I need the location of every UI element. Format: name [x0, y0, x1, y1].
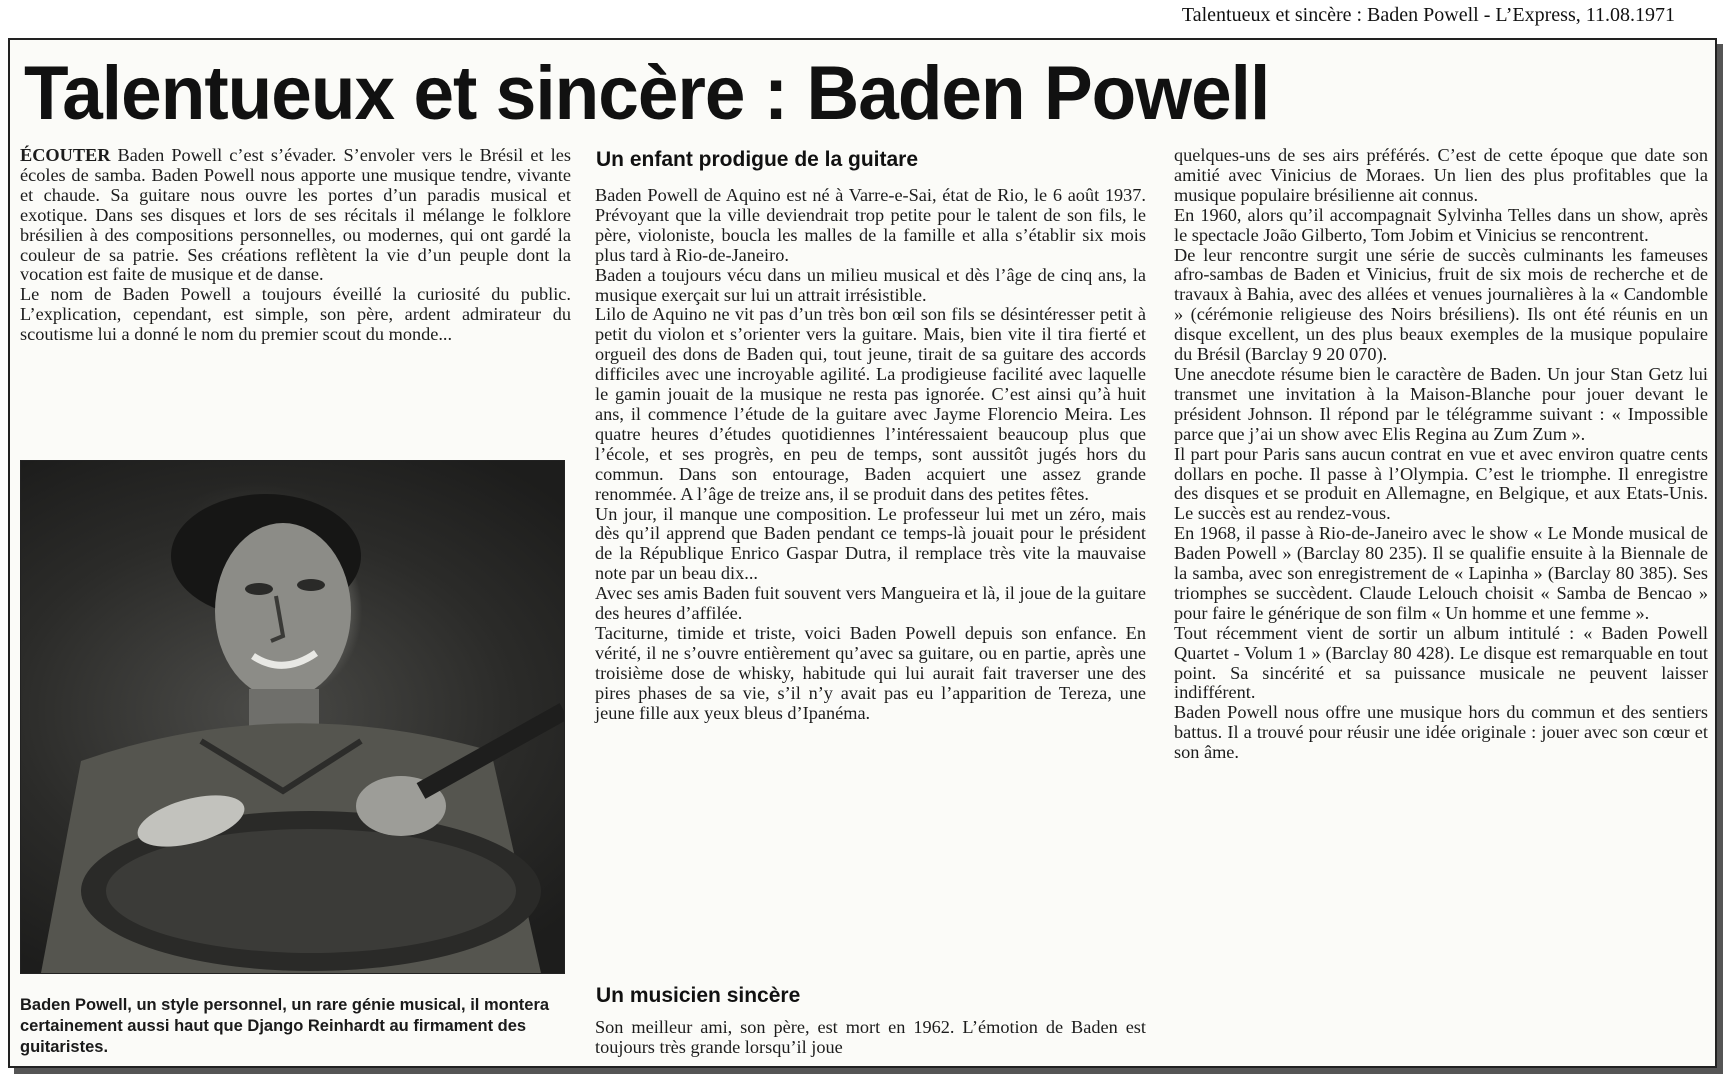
paragraph: Son meilleur ami, son père, est mort en 1962. L’émotion de Baden est toujours très grande lorsqu’il joue: [595, 1017, 1146, 1057]
paragraph: Un jour, il manque une composition. Le professeur lui met un zéro, mais dès qu’il apprend que Baden pendant ce temps-là jouait pour le président de la République Enrico Gaspar Dutra, il remplace très vite la mauvaise note par un beau dix...: [595, 503, 1146, 584]
paragraph: quelques-uns de ses airs préférés. C’est de cette époque que date son amitié avec Vinicius de Moraes. Un lien des plus profitables que la musique populaire brésilienne ait connus.: [1174, 145, 1708, 205]
paragraph: Baden a toujours vécu dans un milieu musical et dès l’âge de cinq ans, la musique exerçait sur lui un attrait irrésistible.: [595, 264, 1146, 305]
newspaper-clipping: [8, 38, 1717, 1068]
paragraph: [20, 146, 571, 285]
article-column-3: [1174, 146, 1708, 763]
paragraph-text: Baden Powell c’est s’évader. S’envoler vers le Brésil et les écoles de samba. Baden Powell nous apporte une musique tendre, vivante et chaude. Sa guitare nous ouvre les portes d’un paradis musical et exotique. Dans ses disques et lors de ses récitals il mélange le folklore brésilien à des compositions personnelles, ou modernes, qui ont gardé la couleur de sa patrie. Ses créations reflètent la vie d’un peuple dont la vocation est faite de musique et de danse.: [20, 145, 571, 285]
paragraph: En 1968, il passe à Rio-de-Janeiro avec le show « Le Monde musical de Baden Powell » (Barclay 80 235). Il se qualifie ensuite à la Biennale de la samba, avec son enregistrement de « Lapinha » (Barclay 80 385). Ses triomphes se succèdent. Claude Lelouch choisit « Samba de Bencao » pour faire le générique de son film « Un homme et une femme ».: [1174, 523, 1708, 623]
article-column-1: [20, 146, 571, 345]
paragraph: De leur rencontre surgit une série de succès culminants les fameuses afro-sambas de Baden et Vinicius, fruit de six mois de recherche et de travaux à Bahia, avec des allées et venues journalières à la « Candomble » (cérémonie religieuse des Noirs brésiliens). Ils ont été réunis en un disque excellent, un des plus beaux exemples de la musique populaire du Brésil (Barclay 9 20 070).: [1174, 244, 1708, 365]
article-headline: Talentueux et sincère : Baden Powell: [24, 51, 1270, 136]
paragraph: Taciturne, timide et triste, voici Baden Powell depuis son enfance. En vérité, il ne s’ouvre entièrement qu’avec sa guitare, ou en partie, après une troisième dose de whisky, habitude qui lui aurait fait traverser une des pires phases de sa vie, s’il n’y avait pas eu l’apparition de Tereza, une jeune fille aux yeux bleus d’Ipanéma.: [595, 622, 1146, 723]
photo-caption: Baden Powell, un style personnel, un rare génie musical, il montera certainement aussi haut que Django Reinhardt au firmament des guitaristes.: [20, 996, 550, 1056]
lead-word: ÉCOUTER: [20, 145, 111, 165]
portrait-photo: [20, 460, 565, 974]
paragraph: Baden Powell de Aquino est né à Varre-e-Sai, état de Rio, le 6 août 1937. Prévoyant que la ville deviendrait trop petite pour le talent de son fils, le père, violoniste, boucla les malles de la famille et alla s’établir six mois plus tard à Rio-de-Janeiro.: [595, 185, 1146, 265]
article-column-2: [595, 186, 1146, 723]
section-subheading: Un musicien sincère: [596, 984, 801, 1007]
paragraph: Une anecdote résume bien le caractère de Baden. Un jour Stan Getz lui transmet une invitation à la Maison-Blanche pour jouer devant le président Johnson. Il répond par le télégramme suivant : « Impossible parce que j’ai un show avec Elis Regina au Zum Zum ».: [1174, 363, 1708, 444]
paragraph: Tout récemment vient de sortir un album intitulé : « Baden Powell Quartet - Volum 1 » (Barclay 80 428). Le disque est remarquable en tout point. Sa sincérité et sa puissance musicale ne peuvent laisser indifférent.: [1174, 622, 1708, 703]
paragraph: Avec ses amis Baden fuit souvent vers Mangueira et là, il joue de la guitare des heures d’affilée.: [595, 583, 1146, 624]
document-header-caption: Talentueux et sincère : Baden Powell - L’Express, 11.08.1971: [1181, 4, 1675, 26]
paragraph: Baden Powell nous offre une musique hors du commun et des sentiers battus. Il a trouvé pour réusir une idée originale : jouer avec son cœur et son âme.: [1174, 702, 1708, 763]
paragraph: Il part pour Paris sans aucun contrat en vue et avec environ quatre cents dollars en poche. Il passe à l’Olympia. C’est le triomphe. Il enregistre des disques et se produit en Allemagne, en Belgique, et aux Etats-Unis. Le succès est au rendez-vous.: [1174, 443, 1708, 524]
article-column-2-continued: [595, 1018, 1146, 1058]
paragraph: Lilo de Aquino ne vit pas d’un très bon œil son fils se désintéresser petit à petit du violon et s’orienter vers la guitare. Mais, bien vite il tira fierté et orgueil des dons de Baden qui, tout jeune, tirait de sa guitare des accords difficiles avec une incroyable agilité. La prodigieuse facilité avec laquelle le gamin jouait de la musique ne resta pas ignorée. C’est ainsi qu’à huit ans, il commence l’étude de la guitare avec Jayme Florencio Meira. Les quatre heures d’études quotidiennes l’intéressaient beaucoup plus que l’école, et ses progrès, en peu de temps, sont aussitôt jugés hors du commun. Dans son entourage, Baden acquiert une assez grande renommée. A l’âge de treize ans, il se produit dans des petites fêtes.: [595, 304, 1146, 504]
paragraph: Le nom de Baden Powell a toujours éveillé la curiosité du public. L’explication, cependant, est simple, son père, ardent admirateur du scoutisme lui a donné le nom du premier scout du monde...: [20, 284, 571, 345]
paragraph: En 1960, alors qu’il accompagnait Sylvinha Telles dans un show, après le spectacle João Gilberto, Tom Jobim et Vinicius se rencontrent.: [1174, 204, 1708, 245]
section-subheading: Un enfant prodigue de la guitare: [596, 148, 919, 171]
portrait-photo-illustration: [21, 461, 564, 973]
